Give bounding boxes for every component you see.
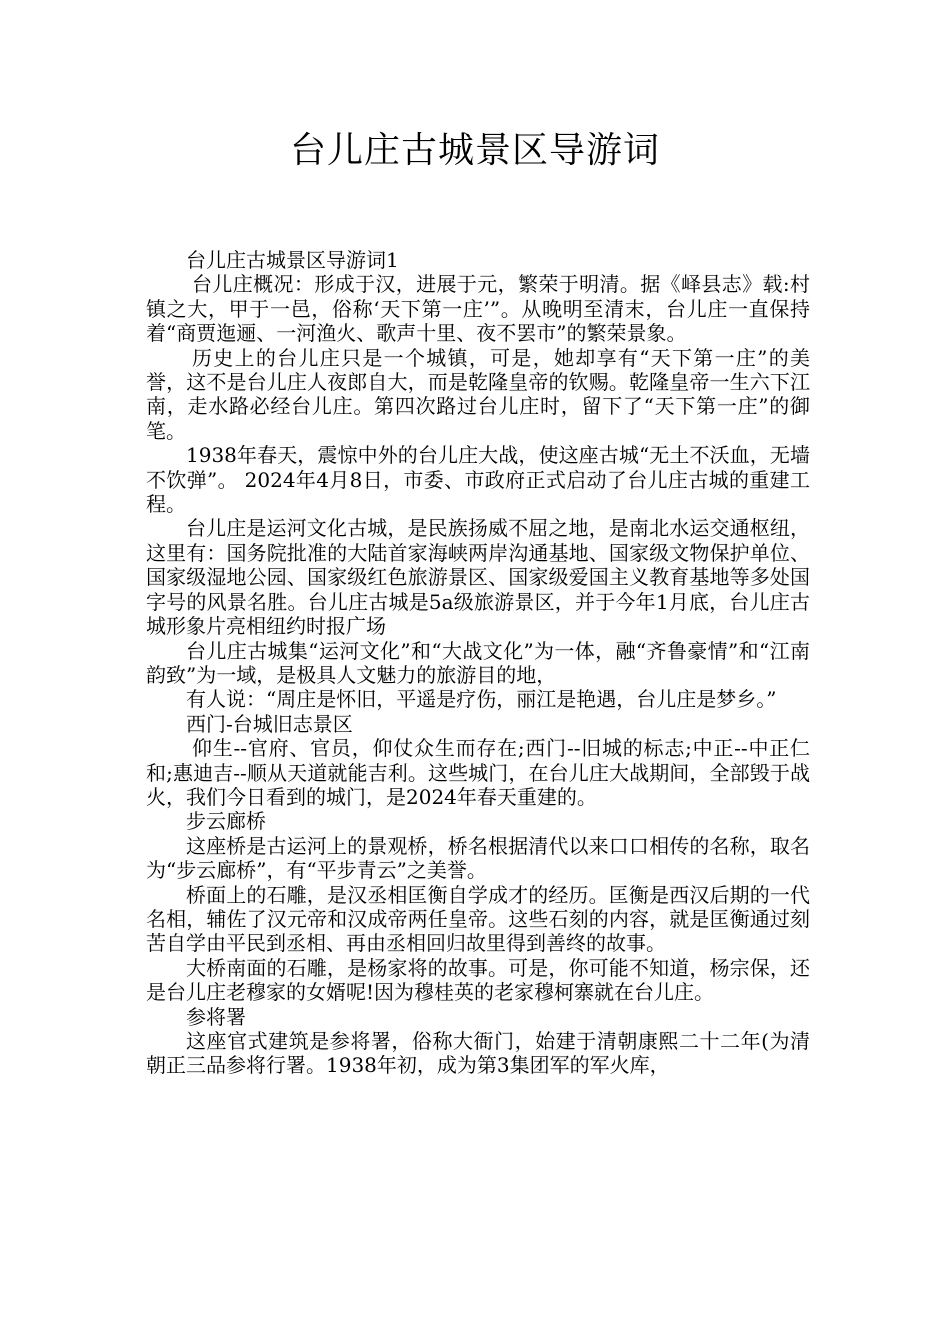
paragraph: 有人说：“周庄是怀旧，平遥是疗伤，丽江是艳遇，台儿庄是梦乡。” (186, 687, 777, 712)
paragraph: 桥面上的石雕，是汉丞相匡衡自学成才的经历。匡衡是西汉后期的一代名相，辅佐了汉元帝和汉成帝两任皇帝。这些石刻的内容，就是匡衡通过刻苦自学由平民到丞相、再由丞相回归故里得到善终的故事。 (146, 882, 810, 956)
paragraph: 仰生--官府、官员，仰仗众生而存在;西门--旧城的标志;中正--中正仁和;惠迪吉--顺从天道就能吉利。这些城门，在台儿庄大战期间，全部毁于战火，我们今日看到的城门，是2024年春天重建的。 (146, 736, 810, 809)
paragraph: 这座桥是古运河上的景观桥，桥名根据清代以来口口相传的名称，取名为“步云廊桥”，有“平步青云”之美誉。 (146, 833, 810, 883)
paragraph: 台儿庄是运河文化古城，是民族扬威不屈之地，是南北水运交通枢纽，这里有：国务院批准的大陆首家海峡两岸沟通基地、国家级文物保护单位、国家级湿地公园、国家级红色旅游景区、国家级爱国主义教育基地等多处国字号的风景名胜。台儿庄古城是5a级旅游景区，并于今年1月底，台儿庄古城形象片亮相纽约时报广场 (146, 516, 810, 639)
section-heading-ximen: 西门-台城旧志景区 (186, 711, 353, 736)
document-body (146, 248, 810, 1078)
section-heading-canjiangshu: 参将署 (186, 1004, 246, 1029)
paragraph: 历史上的台儿庄只是一个城镇，可是，她却享有“天下第一庄”的美誉，这不是台儿庄人夜郎自大，而是乾隆皇帝的钦赐。乾隆皇帝一生六下江南，走水路必经台儿庄。第四次路过台儿庄时，留下了“天下第一庄”的御笔。 (146, 345, 810, 443)
paragraph: 大桥南面的石雕，是杨家将的故事。可是，你可能不知道，杨宗保，还是台儿庄老穆家的女婿呢!因为穆桂英的老家穆柯寨就在台儿庄。 (146, 955, 810, 1005)
paragraph: 这座官式建筑是参将署，俗称大衙门，始建于清朝康熙二十二年(为清朝正三品参将行署。1938年初，成为第3集团军的军火库， (146, 1029, 810, 1078)
document-title: 台儿庄古城景区导游词 (289, 130, 660, 171)
paragraph: 1938年春天，震惊中外的台儿庄大战，使这座古城“无土不沃血，无墙不饮弹”。 2024年4月8日，市委、市政府正式启动了台儿庄古城的重建工程。 (146, 443, 810, 517)
paragraph: 台儿庄古城集“运河文化”和“大战文化”为一体，融“齐鲁豪情”和“江南韵致”为一域，是极具人文魅力的旅游目的地， (146, 638, 810, 687)
section-heading-buyun-bridge: 步云廊桥 (186, 809, 266, 834)
paragraph: 台儿庄概况：形成于汉，进展于元，繁荣于明清。据《峄县志》载:村镇之大，甲于一邑，俗称‘天下第一庄’”。从晚明至清末，台儿庄一直保持着“商贾迤逦、一河渔火、歌声十里、夜不罢市”的繁荣景象。 (146, 272, 810, 346)
paragraph-heading: 台儿庄古城景区导游词1 (186, 248, 399, 272)
